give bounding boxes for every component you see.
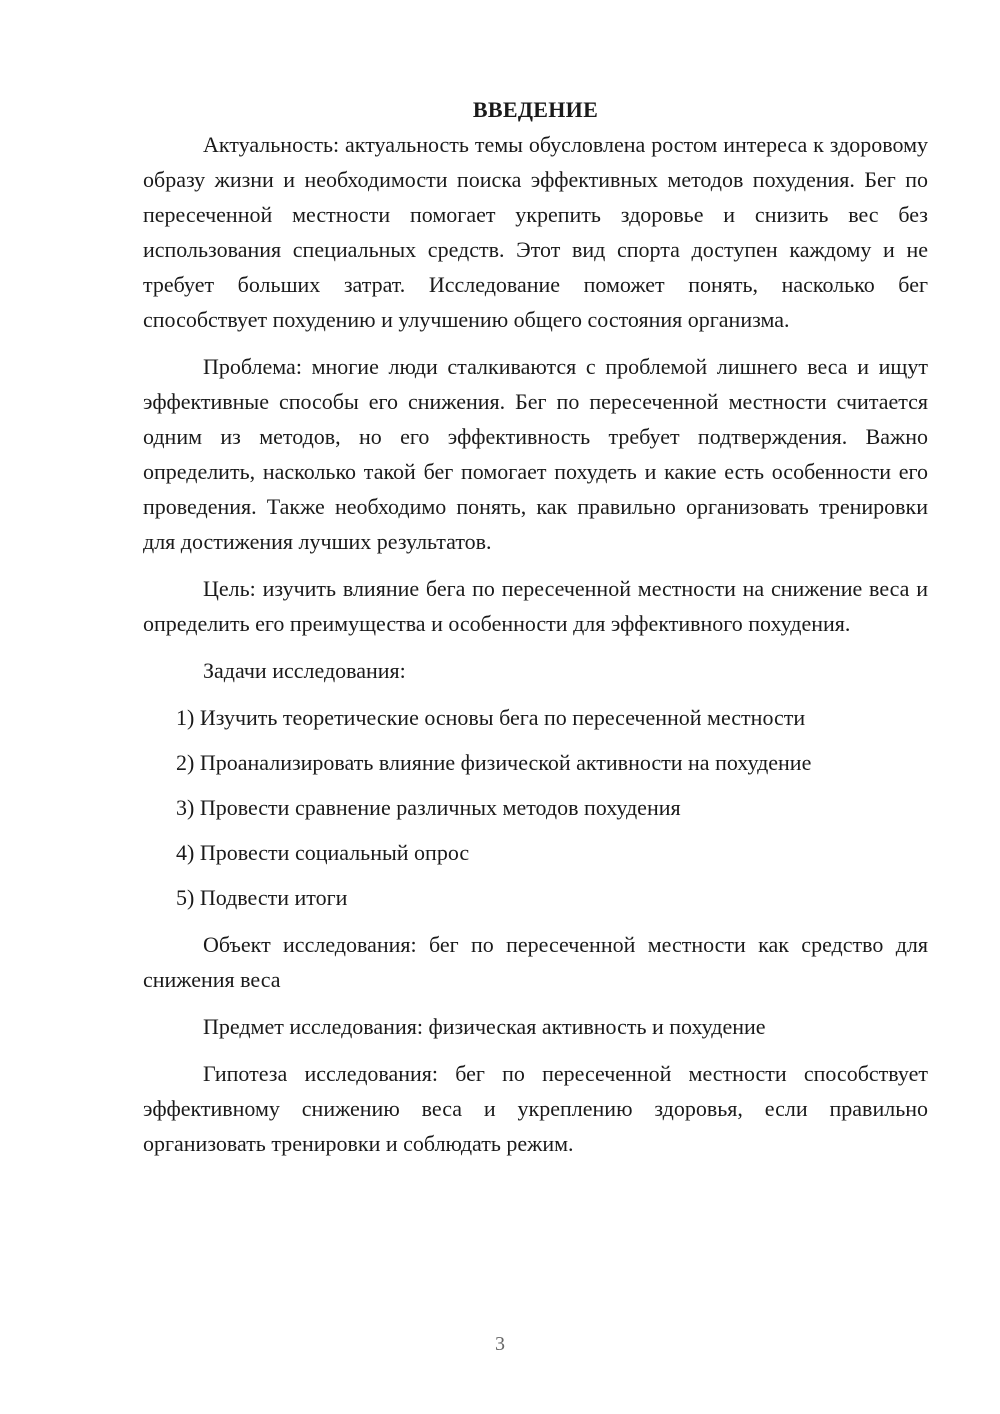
list-item: 3) Провести сравнение различных методов похудения: [176, 795, 681, 820]
list-item: 2) Проанализировать влияние физической активности на похудение: [176, 750, 812, 775]
tasks-heading: Задачи исследования:: [203, 658, 406, 683]
list-item: 4) Провести социальный опрос: [176, 840, 470, 865]
document-page: [143, 92, 928, 1173]
goal-paragraph: Цель: изучить влияние бега по пересеченной местности на снижение веса и определить его преимущества и особенности для эффективного похудения.: [143, 576, 928, 636]
page-number: 3: [495, 1333, 505, 1355]
tasks-list: [143, 700, 928, 915]
object-paragraph: Объект исследования: бег по пересеченной местности как средство для снижения веса: [143, 932, 928, 992]
problem-paragraph: Проблема: многие люди сталкиваются с проблемой лишнего веса и ищут эффективные способы его снижения. Бег по пересеченной местности считается одним из методов, но его эффективность требует подтверждения. Важно определить, насколько такой бег помогает похудеть и какие есть особенности его проведения. Также необходимо понять, как правильно организовать тренировки для достижения лучших результатов.: [143, 354, 928, 554]
subject-paragraph: Предмет исследования: физическая активность и похудение: [203, 1014, 766, 1039]
hypothesis-paragraph: Гипотеза исследования: бег по пересеченной местности способствует эффективному снижению веса и укреплению здоровья, если правильно организовать тренировки и соблюдать режим.: [143, 1061, 928, 1156]
page-title: ВВЕДЕНИЕ: [472, 97, 599, 122]
relevance-paragraph: Актуальность: актуальность темы обусловлена ростом интереса к здоровому образу жизни и необходимости поиска эффективных методов похудения. Бег по пересеченной местности помогает укрепить здоровье и снизить вес без использования специальных средств. Этот вид спорта доступен каждому и не требует больших затрат. Исследование поможет понять, насколько бег способствует похудению и улучшению общего состояния организма.: [143, 132, 928, 332]
list-item: 1) Изучить теоретические основы бега по пересеченной местности: [176, 705, 806, 730]
list-item: 5) Подвести итоги: [176, 885, 348, 910]
